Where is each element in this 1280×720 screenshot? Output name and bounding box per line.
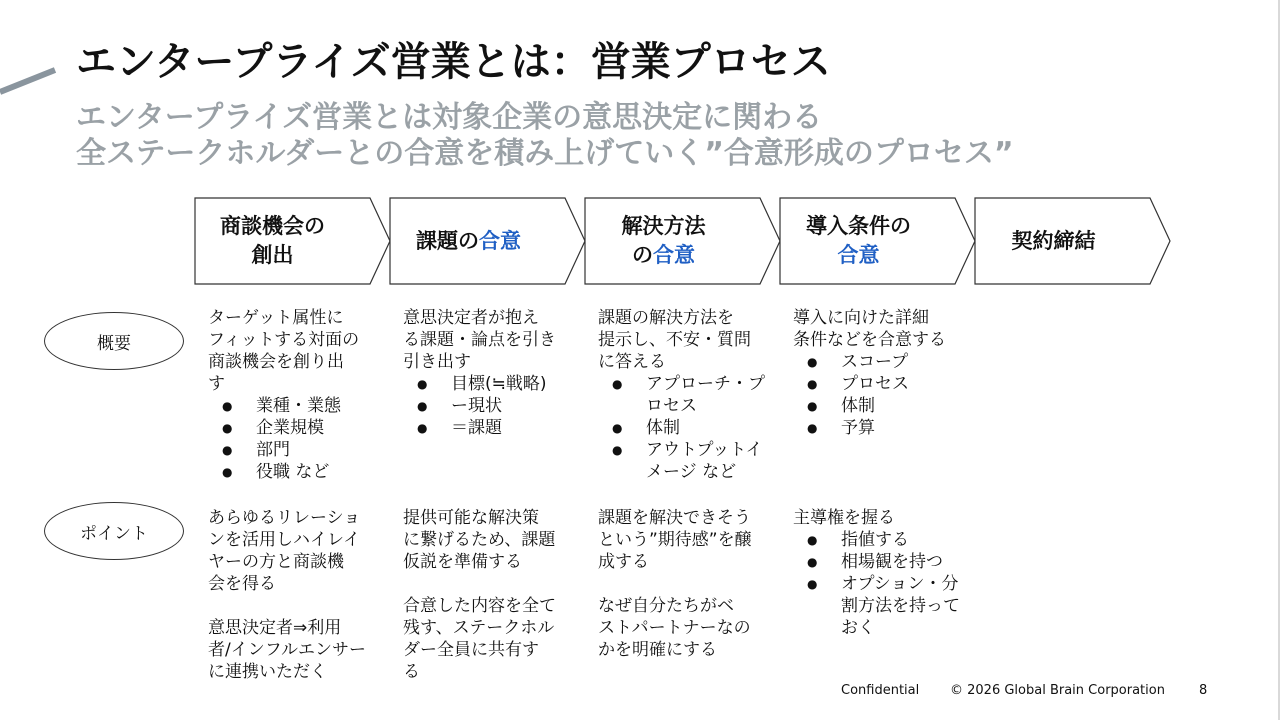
text-line: ヤーの方と商談機 [208, 552, 344, 572]
stage-4-highlight: 合意 [837, 243, 880, 267]
stage-3-highlight: 合意 [653, 243, 695, 267]
text-line: 会を得る [208, 574, 276, 594]
text-line: る課題・論点を引き [403, 330, 556, 350]
stage-2-text: 課題の [416, 228, 479, 253]
paragraph-gap [598, 573, 770, 595]
subtitle-line-1: エンタープライズ営業とは対象企業の意思決定に関わる [76, 100, 823, 135]
bullet-item: ● アウトプットイメージ など [598, 439, 770, 483]
row-label-point-text: ポイント [80, 523, 148, 544]
footer-copyright: © 2026 Global Brain Corporation [950, 683, 1165, 698]
text-line: 者/インフルエンサー [208, 640, 367, 660]
overview-cell-2 [403, 307, 575, 439]
bullet-list [208, 395, 380, 483]
bullet-item: ● アプローチ・プロセス [598, 373, 770, 417]
stage-5-label [981, 197, 1126, 285]
text-line: に答える [598, 352, 666, 372]
point-cell-1 [208, 507, 380, 683]
text-line: す [208, 374, 225, 394]
point-cell-2 [403, 507, 575, 683]
text-line: ターゲット属性に [208, 308, 344, 328]
stage-2-highlight: 合意 [479, 228, 521, 253]
overview-cell-4 [793, 307, 965, 439]
bullet-list [793, 529, 965, 639]
bullet-item: ● 役職 など [208, 461, 380, 483]
text-line: という”期待感”を醸 [598, 530, 752, 550]
text-line: 意思決定者⇒利用 [208, 618, 342, 638]
bullet-item: ● 業種・業態 [208, 395, 380, 417]
overview-cell-3 [598, 307, 770, 483]
bullet-item: ● 体制 [793, 395, 965, 417]
bullet-item: ● 予算 [793, 417, 965, 439]
bullet-item: ● 相場観を持つ [793, 551, 965, 573]
bullet-item: ● ＝課題 [403, 417, 575, 439]
text-line: 主導権を握る [793, 508, 895, 528]
text-line: 条件などを合意する [793, 330, 946, 350]
text-line: 残す、ステークホル [403, 618, 555, 638]
text-line: に繋げるため、課題 [403, 530, 556, 550]
text-line: ダー全員に共有す [403, 640, 539, 660]
page-number: 8 [1199, 683, 1208, 698]
bullet-list [598, 373, 770, 483]
stage-1-line-1: 商談機会の [220, 214, 325, 238]
stage-4-line-1: 導入条件の [806, 214, 911, 238]
bullet-item: ● 企業規模 [208, 417, 380, 439]
stage-3-text: の [632, 243, 653, 267]
subtitle-line-2: 全ステークホルダーとの合意を積み上げていく”合意形成のプロセス” [76, 136, 1014, 171]
text-line: なぜ自分たちがベ [598, 596, 734, 616]
row-label-overview [44, 312, 184, 370]
text-line: 仮説を準備する [403, 552, 522, 572]
bullet-item: ● オプション・分割方法を持っておく [793, 573, 965, 639]
page-title: エンタープライズ営業とは：営業プロセス [76, 39, 831, 85]
text-line: 提供可能な解決策 [403, 508, 539, 528]
footer-confidential: Confidential [841, 683, 920, 698]
text-line: 提示し、不安・質問 [598, 330, 751, 350]
point-cell-3 [598, 507, 770, 661]
text-line: る [403, 662, 420, 682]
bullet-list [403, 373, 575, 439]
stage-5-text: 契約締結 [1011, 228, 1096, 253]
text-line: あらゆるリレーショ [208, 508, 361, 528]
stage-1-line-2: 創出 [251, 243, 294, 267]
bullet-item: ● ー現状 [403, 395, 575, 417]
text-line: 課題を解決できそう [598, 508, 751, 528]
overview-cell-1 [208, 307, 380, 483]
text-line: 成する [598, 552, 649, 572]
stage-1-label [200, 197, 345, 285]
text-line: 引き出す [403, 352, 471, 372]
row-label-overview-text: 概要 [97, 333, 131, 354]
point-cell-4 [793, 507, 965, 639]
text-line: 課題の解決方法を [598, 308, 734, 328]
bullet-item: ● スコープ [793, 351, 965, 373]
text-line: 意思決定者が抱え [403, 308, 539, 328]
stage-4-label [786, 197, 931, 285]
text-line: かを明確にする [598, 640, 717, 660]
text-line: ンを活用しハイレイ [208, 530, 361, 550]
accent-stroke [0, 0, 60, 100]
text-line: 導入に向けた詳細 [793, 308, 929, 328]
bullet-item: ● 指値する [793, 529, 965, 551]
text-line: 合意した内容を全て [403, 596, 556, 616]
bullet-list [793, 351, 965, 439]
stage-2-label [396, 197, 541, 285]
text-line: 商談機会を創り出 [208, 352, 344, 372]
row-label-point [44, 502, 184, 560]
bullet-item: ● 体制 [598, 417, 770, 439]
text-line: に連携いただく [208, 662, 327, 682]
text-line: ストパートナーなの [598, 618, 751, 638]
bullet-item: ● 目標(≒戦略) [403, 373, 575, 395]
bullet-item: ● プロセス [793, 373, 965, 395]
paragraph-gap [403, 573, 575, 595]
bullet-item: ● 部門 [208, 439, 380, 461]
paragraph-gap [208, 595, 380, 617]
page-subtitle [76, 100, 1014, 172]
stage-3-label [591, 197, 736, 285]
text-line: フィットする対面の [208, 330, 360, 350]
stage-3-line-1: 解決方法 [621, 214, 706, 238]
